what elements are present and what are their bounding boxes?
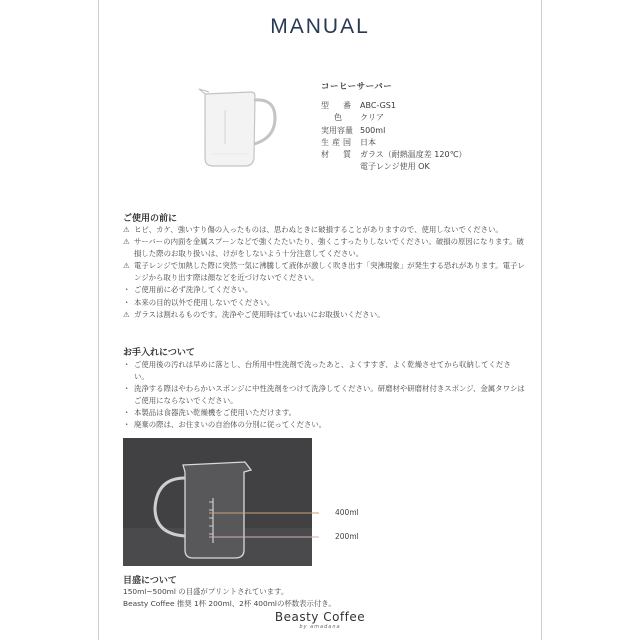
spec-value: 500ml: [360, 125, 386, 135]
label-200ml: 200ml: [335, 532, 359, 541]
care-list: [123, 359, 525, 432]
list-item: [123, 236, 525, 260]
spec-key: 色: [334, 113, 345, 123]
list-item: [123, 383, 525, 407]
care-heading: お手入れについて: [123, 348, 195, 358]
list-item: [123, 407, 525, 419]
brand-logo: Beasty Coffee: [274, 610, 366, 624]
gauge-line-1: 150ml~500ml の目盛がプリントされています。: [123, 587, 289, 596]
note-text: 本来の目的以外で使用しないでください。: [134, 297, 275, 307]
bullet-icon: ・: [123, 408, 131, 418]
note-text: 本製品は食器洗い乾燥機をご使用いただけます。: [134, 408, 297, 418]
spec-value: クリア: [360, 113, 384, 123]
list-item: [123, 284, 525, 296]
bullet-icon: ・: [123, 360, 131, 369]
gauge-callout-lines: [209, 505, 325, 545]
bullet-icon: ・: [123, 384, 131, 394]
gauge-heading: 目盛について: [123, 576, 177, 586]
bullet-icon: ・: [123, 297, 131, 307]
label-400ml: 400ml: [335, 508, 359, 517]
spec-value: ガラス（耐熱温度差 120℃）: [360, 150, 467, 160]
product-name: コーヒーサーバー: [321, 82, 393, 92]
list-item: [123, 224, 525, 236]
note-text: ご使用前に必ず洗浄してください。: [134, 285, 253, 295]
spec-key: 実用容量: [321, 125, 353, 135]
list-item: [123, 309, 525, 321]
server-photo: [123, 438, 312, 566]
brand-sub: by amadana: [299, 624, 341, 630]
list-item: [123, 359, 525, 383]
list-item: [123, 260, 525, 284]
note-text: ヒビ、カケ、強いすり傷の入ったものは、思わぬときに破損することがありますので、使用しないでください。: [134, 225, 503, 234]
page-title: MANUAL: [270, 15, 370, 38]
spec-key: 材 質: [321, 150, 354, 160]
spec-extra: 電子レンジ使用 OK: [360, 162, 430, 172]
note-text: ガラスは割れるものです。洗浄やご使用時はていねいにお取扱いください。: [134, 309, 385, 319]
spec-row: [321, 100, 467, 112]
spec-row: [321, 137, 467, 149]
note-text: サーバーの内面を金属スプーンなどで強くたたいたり、強くこすったりしないでください。破損の原因になります。破損した際のお取り扱いは、けがをしないよう十分注意してください。: [134, 237, 524, 259]
before-use-list: [123, 224, 525, 321]
warning-icon: ⚠: [123, 225, 130, 234]
bullet-icon: ・: [123, 285, 131, 295]
before-use-heading: ご使用の前に: [123, 214, 178, 224]
warning-icon: ⚠: [123, 309, 130, 319]
gauge-line-2: Beasty Coffee 推奨 1杯 200ml、2杯 400mlの杯数表示付き。: [123, 598, 336, 608]
note-text: 電子レンジで加熱した際に突然一気に沸騰して液体が激しく吹き出す「突沸現象」が発生する恐れがあります。電子レンジから取り出す際は顔などを近づけないでください。: [134, 261, 525, 283]
note-text: ご使用後の汚れは早めに落とし、台所用中性洗剤で洗ったあと、よくすすぎ、よく乾燥させてから収納してください。: [134, 360, 511, 382]
list-item: [123, 419, 525, 431]
list-item: [123, 297, 525, 309]
spec-value: 日本: [360, 137, 376, 147]
spec-row: [321, 112, 467, 124]
bullet-icon: ・: [123, 420, 131, 430]
gauge-description: [123, 586, 336, 609]
note-text: 廃棄の際は、お住まいの自治体の分別に従ってください。: [134, 420, 327, 430]
note-text: 洗浄する際はやわらかいスポンジに中性洗剤をつけて洗浄してください。研磨材や研磨材付きスポンジ、金属タワシはご使用にならないでください。: [134, 384, 525, 406]
spec-key: 生産国: [321, 137, 354, 147]
server-photo-drawing: [123, 438, 312, 566]
spec-row: [321, 125, 467, 137]
product-specs: [321, 81, 467, 173]
spec-row: [321, 149, 467, 161]
warning-icon: ⚠: [123, 261, 130, 271]
warning-icon: ⚠: [123, 237, 130, 247]
spec-value: ABC-GS1: [360, 101, 396, 111]
manual-sheet: [98, 0, 542, 640]
coffee-server-image: [191, 80, 281, 170]
spec-key: 型 番: [321, 101, 354, 111]
